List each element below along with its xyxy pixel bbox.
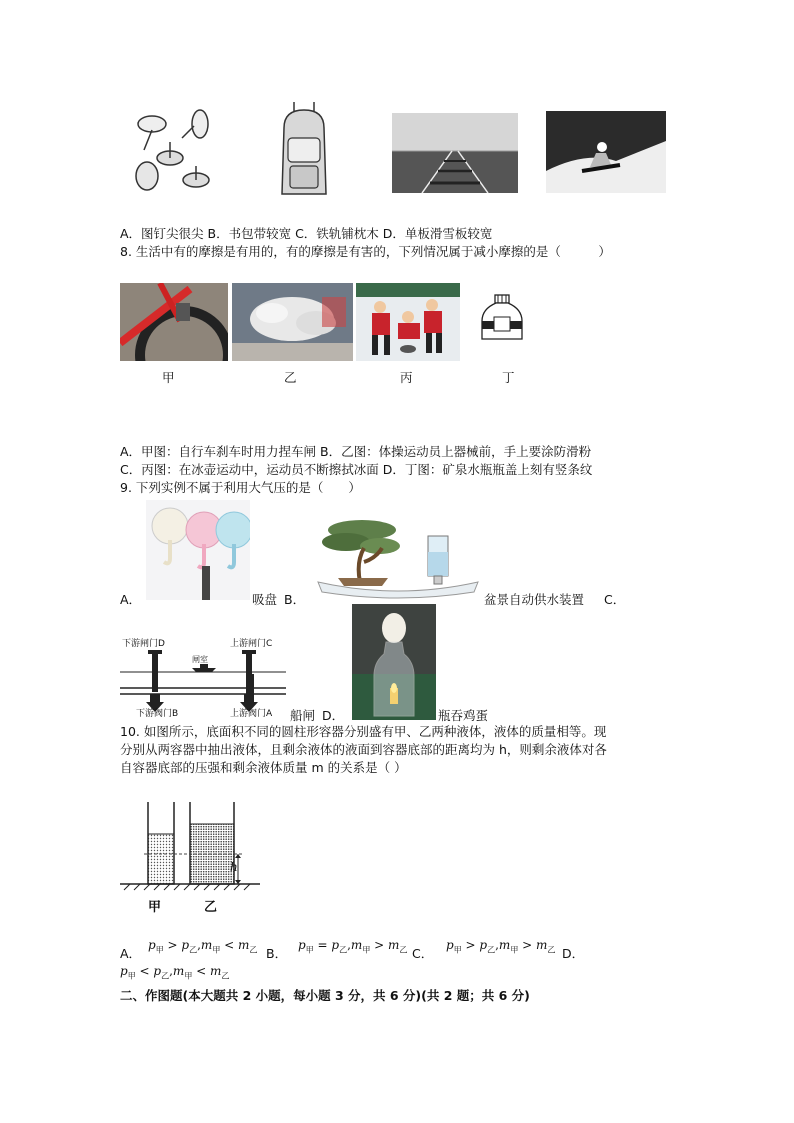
- bonsai-image: [316, 512, 480, 600]
- bonsai-water-supply-icon: [316, 512, 480, 600]
- curling-icon: [356, 283, 460, 361]
- two-containers-icon: [120, 798, 260, 916]
- snowboard-image: [546, 111, 666, 193]
- q9-a-prefix: A．: [120, 592, 142, 607]
- q10-formula-c: $p_甲 > p_乙,m_甲 > m_乙$: [446, 938, 556, 955]
- q9-d-prefix: D．: [322, 708, 345, 723]
- q8-image-jia: [120, 283, 228, 361]
- q9-b-prefix: B．: [284, 592, 306, 607]
- pushpin-icon: [122, 98, 332, 202]
- q8-image-yi: [232, 283, 353, 361]
- snowboarder-icon: [546, 111, 666, 193]
- downstream-valve-label: 下游阀门B: [136, 709, 179, 718]
- q9-c-prefix: C．: [604, 592, 626, 607]
- q10-option-b: B．: [266, 946, 288, 961]
- egg-bottle-image: [352, 604, 436, 720]
- suction-cup-image: [146, 500, 250, 600]
- containers-figure: [120, 798, 260, 916]
- q10-option-a: A．: [120, 946, 142, 961]
- q10-option-d: D．: [562, 946, 585, 961]
- lock-chamber-label: 闸室: [192, 655, 208, 664]
- q10-stem-line2: 分别从两容器中抽出液体，且剩余液体的液面到容器底部的距离均为 h，则剩余液体对各: [120, 742, 607, 757]
- q10-formula-b: $p_甲 = p_乙,m_甲 > m_乙$: [298, 938, 408, 955]
- bicycle-brake-icon: [120, 283, 228, 361]
- q9-d-label: 瓶吞鸡蛋: [438, 708, 489, 723]
- ship-lock-diagram: [120, 636, 286, 718]
- q9-b-label: 盆景自动供水装置: [484, 592, 585, 607]
- q9-c-label: 船闸: [290, 708, 316, 723]
- q10-stem-line1: 10. 如图所示，底面积不同的圆柱形容器分别盛有甲、乙两种液体，液体的质量相等。现: [120, 724, 607, 739]
- q10-formula-a: $p_甲 > p_乙,m_甲 < m_乙$: [148, 938, 258, 955]
- upstream-gate-label: 上游闸门C: [230, 639, 273, 649]
- egg-in-bottle-icon: [352, 604, 436, 720]
- chalk-hands-icon: [232, 283, 353, 361]
- pushpin-image: [122, 98, 332, 202]
- upstream-valve-label: 上游阀门A: [230, 709, 273, 718]
- q9-a-label: 吸盘: [252, 592, 278, 607]
- q8-image-bing: [356, 283, 460, 361]
- downstream-gate-label: 下游闸门D: [122, 639, 165, 649]
- q7-options: A．图钉尖很尖 B．书包带较宽 C．铁轨铺枕木 D．单板滑雪板较宽: [120, 226, 493, 241]
- railway-image: [392, 113, 518, 193]
- q8-label-jia: 甲: [162, 370, 175, 385]
- height-label: h: [230, 860, 238, 874]
- suction-hook-icon: [146, 500, 250, 600]
- q8-label-bing: 丙: [400, 370, 413, 385]
- bottle-cap-icon: [476, 293, 528, 345]
- container-yi-label: 乙: [204, 900, 218, 915]
- q10-formula-d: $p_甲 < p_乙,m_甲 < m_乙$: [120, 964, 230, 981]
- q9-stem: 9. 下列实例不属于利用大气压的是（ ）: [120, 480, 361, 495]
- q8-stem: 8. 生活中有的摩擦是有用的，有的摩擦是有害的，下列情况属于减小摩擦的是（ ）: [120, 244, 611, 259]
- railway-track-icon: [392, 113, 518, 193]
- q10-stem-line3: 自容器底部的压强和剩余液体质量 m 的关系是（ ）: [120, 760, 407, 775]
- section2-heading: 二、作图题(本大题共 2 小题，每小题 3 分，共 6 分)(共 2 题；共 6 分): [120, 988, 530, 1003]
- q8-option-cd: C．丙图：在冰壶运动中，运动员不断擦拭冰面 D．丁图：矿泉水瓶瓶盖上刻有竖条纹: [120, 462, 593, 477]
- q8-label-ding: 丁: [502, 370, 515, 385]
- q8-image-ding: [476, 293, 528, 345]
- q10-option-c: C．: [412, 946, 434, 961]
- q8-label-yi: 乙: [284, 370, 297, 385]
- container-jia-label: 甲: [148, 900, 162, 915]
- q8-option-ab: A．甲图：自行车刹车时用力捏车闸 B．乙图：体操运动员上器械前，手上要涂防滑粉: [120, 444, 592, 459]
